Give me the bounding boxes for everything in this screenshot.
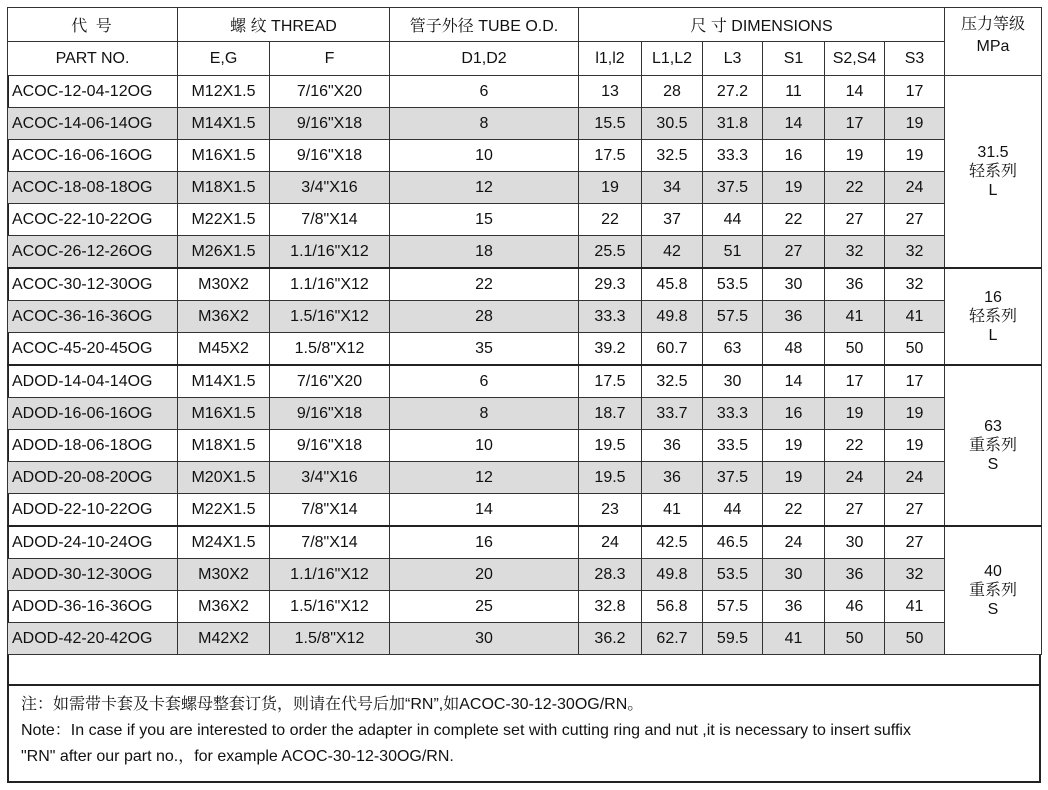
table-row: [8, 365, 1042, 398]
col-L3-header: L3: [703, 42, 763, 76]
part-no-cell: ADOD-30-12-30OG: [8, 559, 178, 591]
l12-cell: 32.8: [579, 591, 642, 623]
thread-f-cell: 7/16"X20: [270, 365, 390, 398]
L3-cell: 46.5: [703, 526, 763, 559]
thread-eg-cell: M12X1.5: [178, 76, 270, 108]
pressure-value: 40: [984, 563, 1002, 580]
L12-cell: 49.8: [642, 301, 703, 333]
table-row: [8, 526, 1042, 559]
S3-cell: 27: [885, 494, 945, 527]
S3-cell: 50: [885, 333, 945, 366]
L12-cell: 60.7: [642, 333, 703, 366]
header-row-1: [8, 8, 1042, 42]
tube-od-cell: 20: [390, 559, 579, 591]
S3-cell: 19: [885, 140, 945, 172]
S1-cell: 16: [763, 140, 825, 172]
L12-cell: 56.8: [642, 591, 703, 623]
S24-cell: 32: [825, 236, 885, 269]
S24-cell: 24: [825, 462, 885, 494]
pressure-series: 重系列: [968, 582, 1017, 599]
S1-cell: 27: [763, 236, 825, 269]
table-row: [8, 623, 1042, 655]
tube-od-cell: 12: [390, 172, 579, 204]
part-no-cell: ACOC-36-16-36OG: [8, 301, 178, 333]
S1-cell: 11: [763, 76, 825, 108]
L3-cell: 33.3: [703, 398, 763, 430]
table-row: [8, 398, 1042, 430]
L12-cell: 62.7: [642, 623, 703, 655]
table-row: [8, 559, 1042, 591]
S24-cell: 30: [825, 526, 885, 559]
S24-cell: 41: [825, 301, 885, 333]
S1-cell: 41: [763, 623, 825, 655]
part-no-cell: ACOC-18-08-18OG: [8, 172, 178, 204]
part-no-cell: ACOC-26-12-26OG: [8, 236, 178, 269]
L3-cell: 37.5: [703, 462, 763, 494]
l12-cell: 19: [579, 172, 642, 204]
col-eg-header: E,G: [178, 42, 270, 76]
tube-od-cell: 15: [390, 204, 579, 236]
L3-cell: 33.3: [703, 140, 763, 172]
pressure-series: 轻系列: [968, 163, 1017, 180]
thread-eg-cell: M20X1.5: [178, 462, 270, 494]
thread-eg-cell: M16X1.5: [178, 140, 270, 172]
l12-cell: 18.7: [579, 398, 642, 430]
S24-cell: 19: [825, 398, 885, 430]
tube-od-cell: 35: [390, 333, 579, 366]
L12-cell: 32.5: [642, 365, 703, 398]
S24-cell: 36: [825, 559, 885, 591]
part-no-cell: ACOC-12-04-12OG: [8, 76, 178, 108]
thread-f-cell: 9/16"X18: [270, 140, 390, 172]
tube-od-header: 管子外径 TUBE O.D.: [390, 8, 579, 42]
spec-table-body: [8, 76, 1042, 655]
col-L12-header: L1,L2: [642, 42, 703, 76]
col-d-header: D1,D2: [390, 42, 579, 76]
L3-cell: 59.5: [703, 623, 763, 655]
S24-cell: 17: [825, 108, 885, 140]
table-row: [8, 333, 1042, 366]
L3-cell: 63: [703, 333, 763, 366]
S1-cell: 36: [763, 591, 825, 623]
S3-cell: 32: [885, 559, 945, 591]
part-no-header-cn: 代 号: [8, 8, 178, 42]
thread-eg-cell: M30X2: [178, 559, 270, 591]
part-no-cell: ADOD-18-06-18OG: [8, 430, 178, 462]
l12-cell: 39.2: [579, 333, 642, 366]
tube-od-cell: 18: [390, 236, 579, 269]
l12-cell: 28.3: [579, 559, 642, 591]
L3-cell: 27.2: [703, 76, 763, 108]
thread-f-cell: 1.1/16"X12: [270, 236, 390, 269]
S24-cell: 19: [825, 140, 885, 172]
l12-cell: 36.2: [579, 623, 642, 655]
part-no-cell: ADOD-24-10-24OG: [8, 526, 178, 559]
l12-cell: 19.5: [579, 430, 642, 462]
thread-eg-cell: M30X2: [178, 268, 270, 301]
pressure-header: [945, 8, 1042, 76]
tube-od-cell: 12: [390, 462, 579, 494]
L12-cell: 34: [642, 172, 703, 204]
S3-cell: 41: [885, 591, 945, 623]
thread-eg-cell: M36X2: [178, 591, 270, 623]
thread-eg-cell: M18X1.5: [178, 172, 270, 204]
table-row: [8, 268, 1042, 301]
thread-f-cell: 1.1/16"X12: [270, 559, 390, 591]
S1-cell: 30: [763, 268, 825, 301]
L3-cell: 57.5: [703, 301, 763, 333]
S3-cell: 32: [885, 236, 945, 269]
l12-cell: 15.5: [579, 108, 642, 140]
table-row: [8, 204, 1042, 236]
tube-od-cell: 10: [390, 140, 579, 172]
l12-cell: 17.5: [579, 365, 642, 398]
part-no-cell: ADOD-20-08-20OG: [8, 462, 178, 494]
part-no-header-en: PART NO.: [8, 42, 178, 76]
thread-eg-cell: M14X1.5: [178, 365, 270, 398]
l12-cell: 13: [579, 76, 642, 108]
thread-eg-cell: M18X1.5: [178, 430, 270, 462]
tube-od-cell: 8: [390, 108, 579, 140]
table-row: [8, 591, 1042, 623]
S3-cell: 27: [885, 204, 945, 236]
thread-f-cell: 7/16"X20: [270, 76, 390, 108]
part-no-cell: ADOD-16-06-16OG: [8, 398, 178, 430]
pressure-value: 63: [984, 418, 1002, 435]
pressure-rating-cell: [945, 365, 1042, 526]
pressure-series: 重系列: [968, 437, 1017, 454]
S1-cell: 22: [763, 494, 825, 527]
pressure-letter: S: [987, 601, 999, 618]
S24-cell: 50: [825, 333, 885, 366]
l12-cell: 33.3: [579, 301, 642, 333]
S3-cell: 27: [885, 526, 945, 559]
S3-cell: 17: [885, 365, 945, 398]
L12-cell: 45.8: [642, 268, 703, 301]
thread-f-cell: 7/8"X14: [270, 526, 390, 559]
thread-eg-cell: M36X2: [178, 301, 270, 333]
S24-cell: 27: [825, 204, 885, 236]
table-row: [8, 172, 1042, 204]
S3-cell: 19: [885, 430, 945, 462]
part-no-cell: ADOD-22-10-22OG: [8, 494, 178, 527]
thread-f-cell: 1.1/16"X12: [270, 268, 390, 301]
l12-cell: 22: [579, 204, 642, 236]
thread-eg-cell: M26X1.5: [178, 236, 270, 269]
L12-cell: 41: [642, 494, 703, 527]
part-no-cell: ACOC-30-12-30OG: [8, 268, 178, 301]
tube-od-cell: 6: [390, 365, 579, 398]
L3-cell: 53.5: [703, 268, 763, 301]
tube-od-cell: 28: [390, 301, 579, 333]
L3-cell: 57.5: [703, 591, 763, 623]
thread-f-cell: 1.5/8"X12: [270, 623, 390, 655]
L12-cell: 28: [642, 76, 703, 108]
S3-cell: 19: [885, 398, 945, 430]
thread-eg-cell: M16X1.5: [178, 398, 270, 430]
table-row: [8, 76, 1042, 108]
S3-cell: 24: [885, 462, 945, 494]
tube-od-cell: 30: [390, 623, 579, 655]
pressure-value: 16: [984, 289, 1002, 306]
S24-cell: 22: [825, 430, 885, 462]
col-f-header: F: [270, 42, 390, 76]
thread-eg-cell: M22X1.5: [178, 204, 270, 236]
S24-cell: 50: [825, 623, 885, 655]
S3-cell: 32: [885, 268, 945, 301]
thread-f-cell: 7/8"X14: [270, 494, 390, 527]
S24-cell: 22: [825, 172, 885, 204]
tube-od-cell: 10: [390, 430, 579, 462]
S24-cell: 17: [825, 365, 885, 398]
col-S1-header: S1: [763, 42, 825, 76]
part-no-cell: ADOD-42-20-42OG: [8, 623, 178, 655]
table-row: [8, 430, 1042, 462]
S24-cell: 46: [825, 591, 885, 623]
L3-cell: 33.5: [703, 430, 763, 462]
tube-od-cell: 8: [390, 398, 579, 430]
L3-cell: 44: [703, 494, 763, 527]
S1-cell: 22: [763, 204, 825, 236]
table-row: [8, 108, 1042, 140]
S3-cell: 17: [885, 76, 945, 108]
pressure-rating-cell: [945, 268, 1042, 365]
L3-cell: 44: [703, 204, 763, 236]
S3-cell: 19: [885, 108, 945, 140]
L3-cell: 51: [703, 236, 763, 269]
L12-cell: 42.5: [642, 526, 703, 559]
l12-cell: 24: [579, 526, 642, 559]
L12-cell: 32.5: [642, 140, 703, 172]
l12-cell: 23: [579, 494, 642, 527]
col-S3-header: S3: [885, 42, 945, 76]
note-en-line2: "RN" after our part no.，for example ACOC-30-12-30OG/RN.: [21, 748, 454, 765]
thread-f-cell: 9/16"X18: [270, 430, 390, 462]
thread-eg-cell: M24X1.5: [178, 526, 270, 559]
note-en-line1: Note：In case if you are interested to order the adapter in complete set with cutting ring and nut ,it is necessary to insert suffix: [21, 722, 911, 739]
L12-cell: 37: [642, 204, 703, 236]
S1-cell: 19: [763, 172, 825, 204]
header-row-2: [8, 42, 1042, 76]
tube-od-cell: 16: [390, 526, 579, 559]
L12-cell: 36: [642, 462, 703, 494]
table-row: [8, 494, 1042, 527]
order-notes: [9, 684, 1039, 781]
S1-cell: 48: [763, 333, 825, 366]
thread-f-cell: 3/4"X16: [270, 172, 390, 204]
thread-f-cell: 1.5/16"X12: [270, 591, 390, 623]
table-row: [8, 462, 1042, 494]
thread-f-cell: 1.5/16"X12: [270, 301, 390, 333]
pressure-letter: S: [987, 456, 999, 473]
L12-cell: 36: [642, 430, 703, 462]
pressure-rating-cell: [945, 526, 1042, 655]
L12-cell: 49.8: [642, 559, 703, 591]
S3-cell: 41: [885, 301, 945, 333]
part-no-cell: ACOC-22-10-22OG: [8, 204, 178, 236]
S3-cell: 24: [885, 172, 945, 204]
L12-cell: 30.5: [642, 108, 703, 140]
L12-cell: 33.7: [642, 398, 703, 430]
thread-f-cell: 9/16"X18: [270, 398, 390, 430]
part-no-cell: ACOC-16-06-16OG: [8, 140, 178, 172]
dimensions-header: 尺 寸 DIMENSIONS: [579, 8, 945, 42]
S1-cell: 30: [763, 559, 825, 591]
fitting-spec-table: [7, 7, 1042, 655]
S24-cell: 27: [825, 494, 885, 527]
tube-od-cell: 6: [390, 76, 579, 108]
S1-cell: 14: [763, 365, 825, 398]
S3-cell: 50: [885, 623, 945, 655]
pressure-header-unit: MPa: [976, 38, 1010, 55]
l12-cell: 25.5: [579, 236, 642, 269]
S24-cell: 36: [825, 268, 885, 301]
thread-f-cell: 9/16"X18: [270, 108, 390, 140]
thread-f-cell: 1.5/8"X12: [270, 333, 390, 366]
thread-eg-cell: M22X1.5: [178, 494, 270, 527]
thread-eg-cell: M42X2: [178, 623, 270, 655]
l12-cell: 19.5: [579, 462, 642, 494]
S1-cell: 19: [763, 430, 825, 462]
thread-header: 螺 纹 THREAD: [178, 8, 390, 42]
thread-f-cell: 7/8"X14: [270, 204, 390, 236]
S1-cell: 19: [763, 462, 825, 494]
table-row: [8, 140, 1042, 172]
pressure-letter: L: [988, 182, 998, 199]
pressure-letter: L: [988, 327, 998, 344]
note-cn: 注：如需带卡套及卡套螺母整套订货，则请在代号后加“RN”,如ACOC-30-12-30OG/RN。: [21, 696, 644, 713]
pressure-series: 轻系列: [968, 308, 1017, 325]
thread-f-cell: 3/4"X16: [270, 462, 390, 494]
tube-od-cell: 22: [390, 268, 579, 301]
S1-cell: 14: [763, 108, 825, 140]
tube-od-cell: 14: [390, 494, 579, 527]
tube-od-cell: 25: [390, 591, 579, 623]
pressure-header-cn: 压力等级: [960, 16, 1025, 33]
part-no-cell: ADOD-14-04-14OG: [8, 365, 178, 398]
L12-cell: 42: [642, 236, 703, 269]
L3-cell: 53.5: [703, 559, 763, 591]
table-row: [8, 236, 1042, 269]
thread-eg-cell: M14X1.5: [178, 108, 270, 140]
part-no-cell: ACOC-45-20-45OG: [8, 333, 178, 366]
col-l12-header: l1,l2: [579, 42, 642, 76]
l12-cell: 17.5: [579, 140, 642, 172]
S1-cell: 36: [763, 301, 825, 333]
L3-cell: 31.8: [703, 108, 763, 140]
thread-eg-cell: M45X2: [178, 333, 270, 366]
table-row: [8, 301, 1042, 333]
part-no-cell: ADOD-36-16-36OG: [8, 591, 178, 623]
S1-cell: 16: [763, 398, 825, 430]
part-no-cell: ACOC-14-06-14OG: [8, 108, 178, 140]
L3-cell: 37.5: [703, 172, 763, 204]
L3-cell: 30: [703, 365, 763, 398]
pressure-rating-cell: [945, 76, 1042, 269]
pressure-value: 31.5: [977, 144, 1009, 161]
S1-cell: 24: [763, 526, 825, 559]
l12-cell: 29.3: [579, 268, 642, 301]
S24-cell: 14: [825, 76, 885, 108]
col-S24-header: S2,S4: [825, 42, 885, 76]
